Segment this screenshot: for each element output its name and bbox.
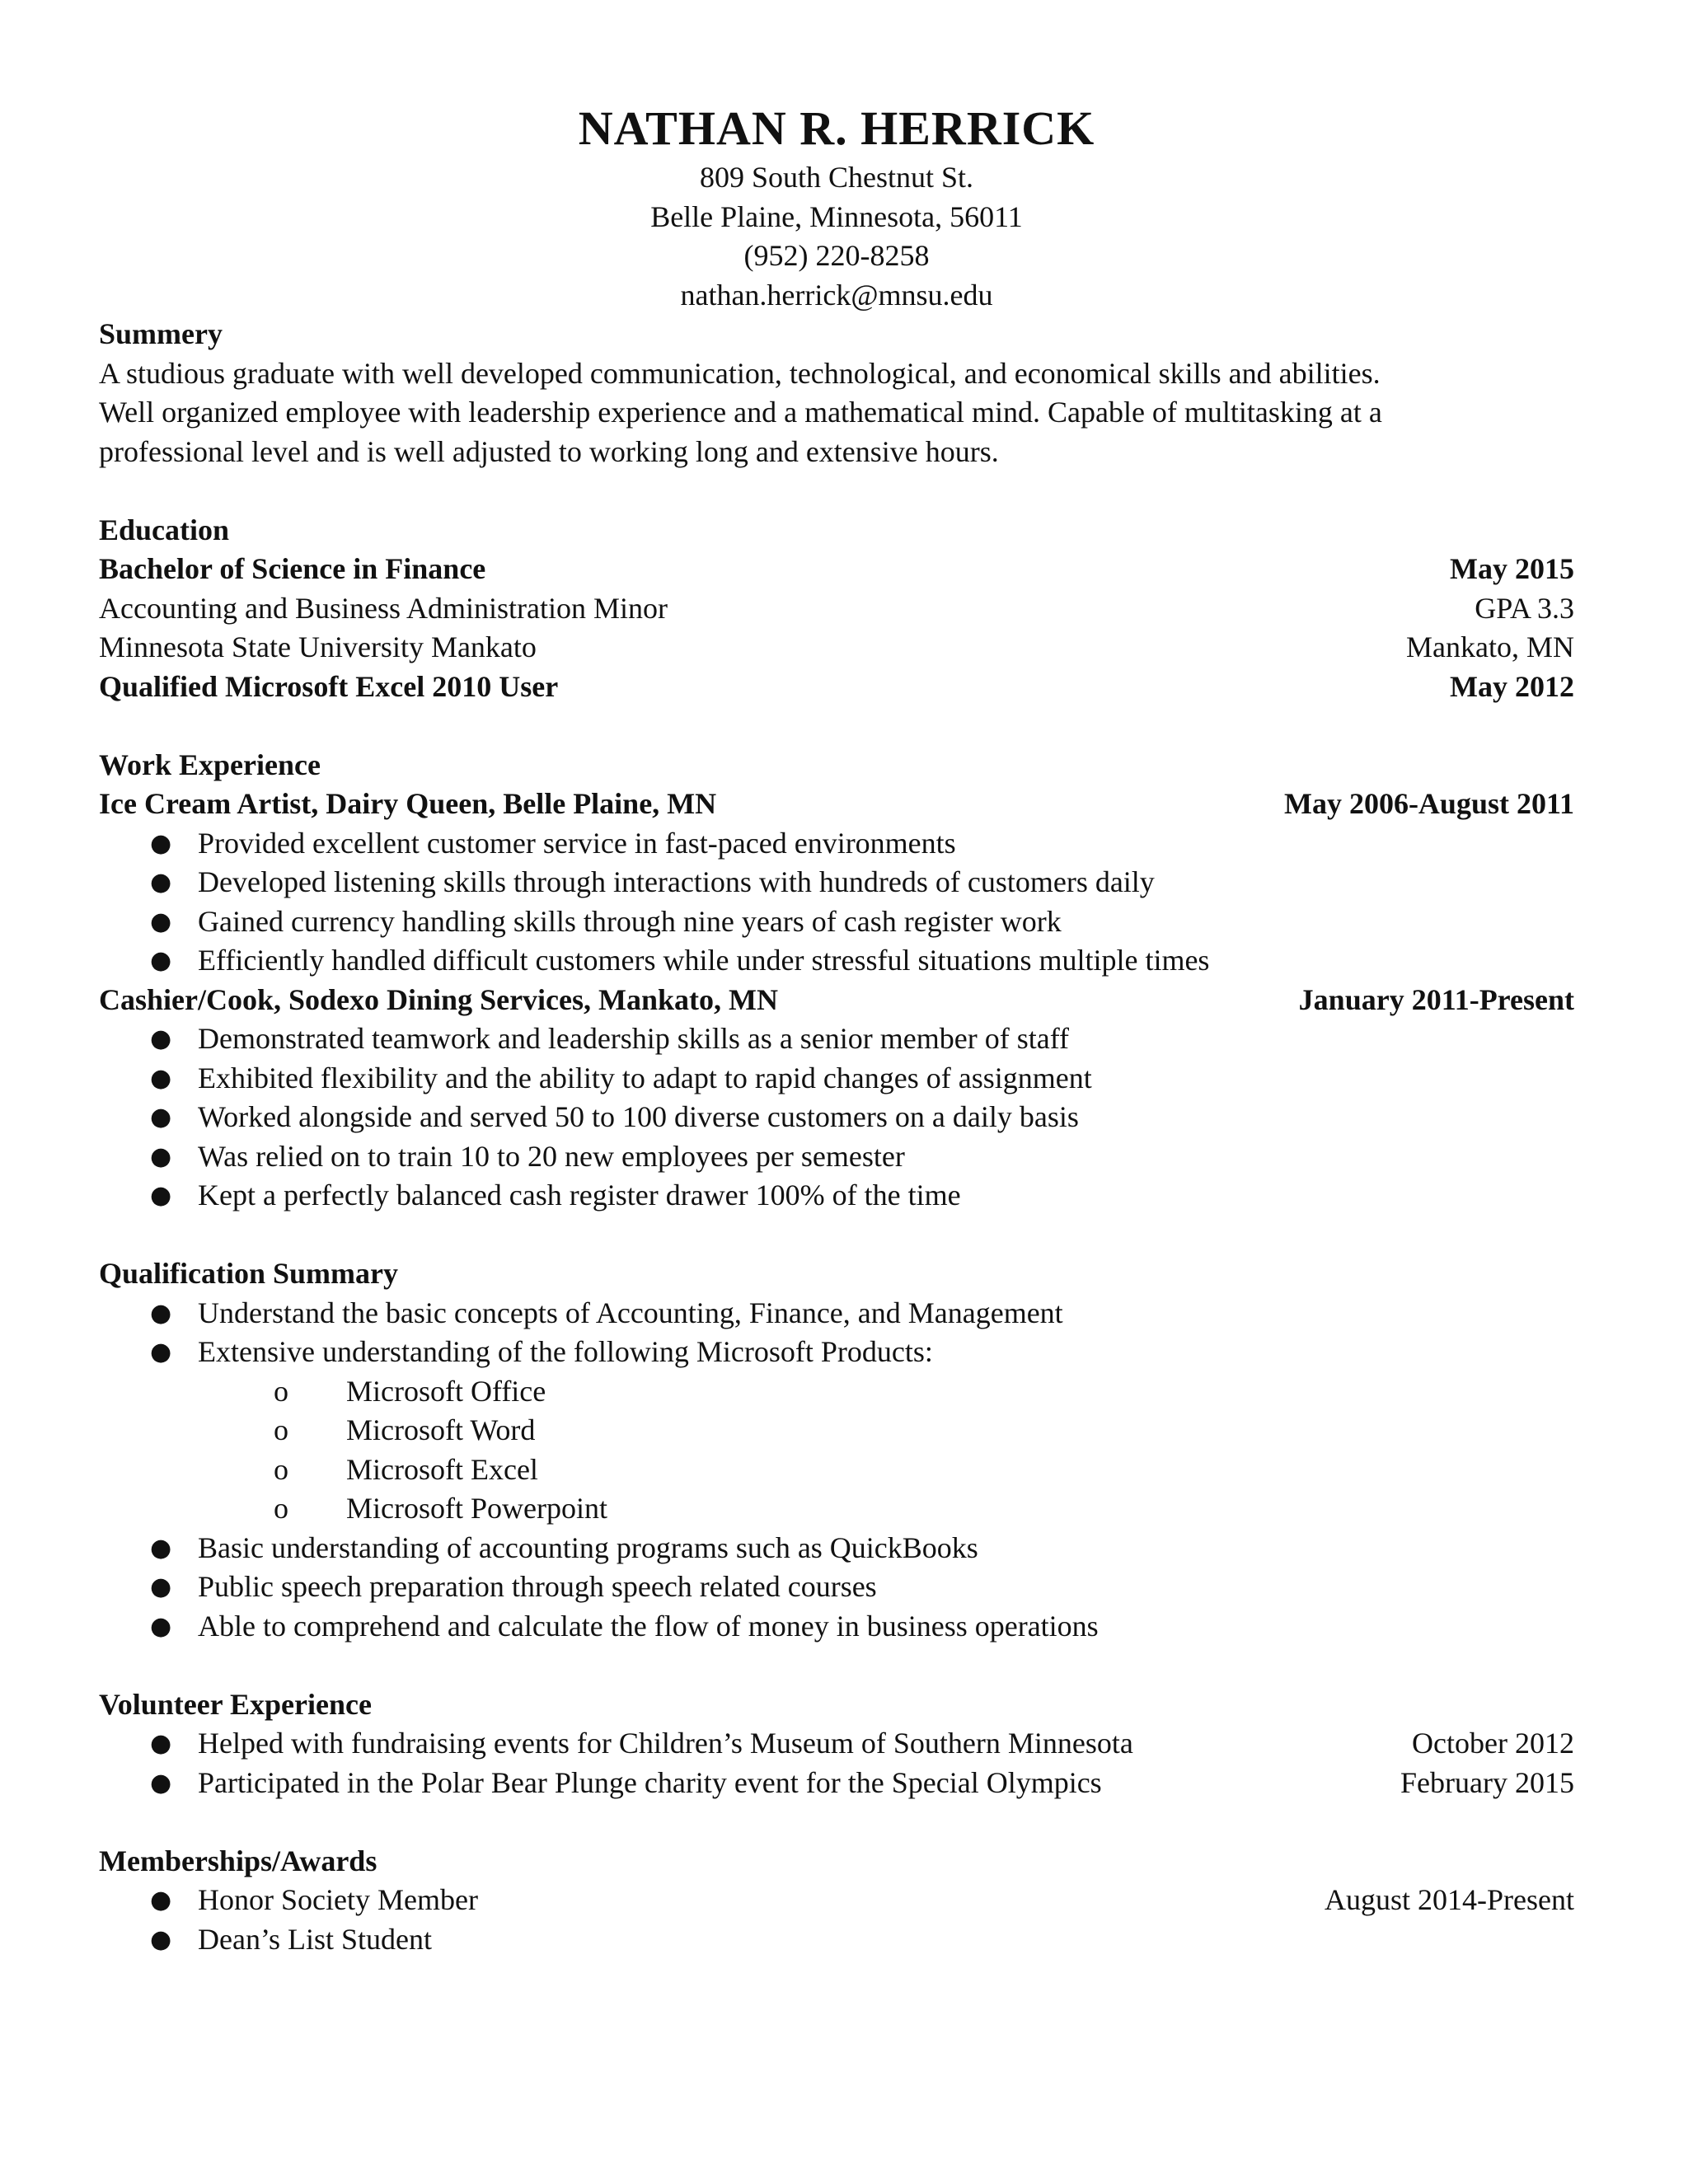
work-experience-section xyxy=(99,746,1574,1216)
bullet-text: Basic understanding of accounting programs such as QuickBooks xyxy=(198,1530,978,1564)
job-dates: January 2011-Present xyxy=(1298,982,1574,1016)
list-item xyxy=(99,1764,1574,1803)
city-state-zip: Belle Plaine, Minnesota, 56011 xyxy=(650,199,1023,233)
section-heading-memberships: Memberships/Awards xyxy=(99,1844,377,1877)
section-heading-volunteer: Volunteer Experience xyxy=(99,1687,372,1721)
item-date: August 2014-Present xyxy=(1325,1883,1574,1916)
education-row xyxy=(99,550,1574,589)
bullet-icon: ● xyxy=(150,1611,172,1641)
education-row xyxy=(99,628,1574,668)
bullet-icon: ● xyxy=(150,1768,172,1797)
list-item xyxy=(99,1920,1574,1960)
job-dates: May 2006-August 2011 xyxy=(1283,787,1574,820)
bullet-icon: ● xyxy=(150,1141,172,1171)
item-date: February 2015 xyxy=(1400,1765,1574,1799)
sub-item-text: Microsoft Excel xyxy=(346,1452,538,1486)
list-item xyxy=(99,1333,1574,1372)
sub-item-text: Microsoft Word xyxy=(346,1413,536,1446)
job-title: Cashier/Cook, Sodexo Dining Services, Mankato, MN xyxy=(99,982,779,1016)
bullet-text: Developed listening skills through interactions with hundreds of customers daily xyxy=(198,865,1155,898)
bullet-icon: ● xyxy=(150,828,172,858)
bullet-icon: ● xyxy=(150,1886,172,1915)
memberships-bullet-list xyxy=(99,1881,1574,1959)
bullet-icon: ● xyxy=(150,1298,172,1328)
job-bullet-list xyxy=(99,1019,1574,1216)
sub-item-text: Microsoft Office xyxy=(346,1374,546,1408)
bullet-text: Provided excellent customer service in fast-paced environments xyxy=(198,826,956,860)
list-item xyxy=(99,824,1574,864)
list-item xyxy=(99,1724,1574,1764)
section-heading-qualifications: Qualification Summary xyxy=(99,1257,399,1290)
volunteer-bullet-list xyxy=(99,1724,1574,1802)
bullet-text: Worked alongside and served 50 to 100 diverse customers on a daily basis xyxy=(198,1100,1079,1133)
list-item xyxy=(99,1568,1574,1607)
certification-date: May 2012 xyxy=(1450,669,1574,703)
sub-bullet-icon: o xyxy=(274,1374,288,1408)
spacer xyxy=(99,1802,1574,1842)
degree-date: May 2015 xyxy=(1450,552,1574,585)
bullet-text: Kept a perfectly balanced cash register drawer 100% of the time xyxy=(198,1179,961,1212)
summary-line-1: A studious graduate with well developed communication, technological, and economical skills and abilities. xyxy=(99,356,1381,390)
bullet-icon: ● xyxy=(150,1063,172,1093)
bullet-text: Efficiently handled difficult customers while under stressful situations multiple times xyxy=(198,944,1210,977)
phone-number: (952) 220-8258 xyxy=(743,239,930,272)
certification-title: Qualified Microsoft Excel 2010 User xyxy=(99,669,559,703)
bullet-text: Demonstrated teamwork and leadership skills as a senior member of staff xyxy=(198,1022,1070,1055)
university-name: Minnesota State University Mankato xyxy=(99,630,537,663)
memberships-awards-section xyxy=(99,1842,1574,1960)
volunteer-experience-section xyxy=(99,1685,1574,1803)
list-item xyxy=(99,1411,1574,1451)
section-heading-education: Education xyxy=(99,513,230,546)
bullet-text: Extensive understanding of the following Microsoft Products: xyxy=(198,1335,933,1368)
bullet-icon: ● xyxy=(150,1181,172,1210)
bullet-icon: ● xyxy=(150,907,172,936)
bullet-icon: ● xyxy=(150,946,172,975)
sub-bullet-icon: o xyxy=(274,1452,288,1486)
degree-title: Bachelor of Science in Finance xyxy=(99,552,486,585)
resume-page xyxy=(99,99,1574,1959)
bullet-text: Honor Society Member xyxy=(198,1883,478,1916)
sub-item-text: Microsoft Powerpoint xyxy=(346,1492,607,1525)
education-row xyxy=(99,668,1574,707)
education-section xyxy=(99,511,1574,707)
sub-bullet-icon: o xyxy=(274,1413,288,1446)
list-item xyxy=(99,1529,1574,1568)
bullet-text: Gained currency handling skills through nine years of cash register work xyxy=(198,904,1062,938)
list-item xyxy=(99,1176,1574,1216)
list-item xyxy=(99,902,1574,942)
bullet-icon: ● xyxy=(150,868,172,897)
minor-title: Accounting and Business Administration Minor xyxy=(99,591,668,625)
summary-line-2: Well organized employee with leadership experience and a mathematical mind. Capable of multitasking at a xyxy=(99,396,1382,429)
bullet-text: Participated in the Polar Bear Plunge charity event for the Special Olympics xyxy=(198,1765,1102,1799)
list-item xyxy=(99,1019,1574,1059)
bullet-icon: ● xyxy=(150,1729,172,1758)
bullet-icon: ● xyxy=(150,1103,172,1132)
bullet-icon: ● xyxy=(150,1533,172,1563)
bullet-text: Understand the basic concepts of Accounting, Finance, and Management xyxy=(198,1296,1063,1329)
gpa-value: GPA 3.3 xyxy=(1475,591,1574,625)
list-item xyxy=(99,1098,1574,1137)
summary-section xyxy=(99,315,1574,471)
bullet-icon: ● xyxy=(150,1024,172,1053)
resume-header xyxy=(99,99,1574,315)
list-item xyxy=(99,1372,1574,1412)
sub-bullet-icon: o xyxy=(274,1492,288,1525)
qualification-summary-section xyxy=(99,1254,1574,1646)
list-item xyxy=(99,1489,1574,1529)
summary-line-3: professional level and is well adjusted to working long and extensive hours. xyxy=(99,434,999,468)
bullet-text: Dean’s List Student xyxy=(198,1922,432,1956)
bullet-icon: ● xyxy=(150,1338,172,1366)
education-row xyxy=(99,589,1574,629)
bullet-text: Public speech preparation through speech related courses xyxy=(198,1570,877,1603)
job-header xyxy=(99,785,1574,824)
bullet-text: Able to comprehend and calculate the flow of money in business operations xyxy=(198,1609,1099,1643)
bullet-icon: ● xyxy=(150,1924,172,1954)
email-address: nathan.herrick@mnsu.edu xyxy=(680,278,993,312)
job-title: Ice Cream Artist, Dairy Queen, Belle Plaine, MN xyxy=(99,787,717,820)
list-item xyxy=(99,863,1574,902)
street-address: 809 South Chestnut St. xyxy=(699,161,974,194)
bullet-text: Exhibited flexibility and the ability to adapt to rapid changes of assignment xyxy=(198,1061,1092,1094)
candidate-name: NATHAN R. HERRICK xyxy=(578,101,1095,155)
spacer xyxy=(99,1646,1574,1685)
list-item xyxy=(99,1137,1574,1177)
bullet-icon: ● xyxy=(150,1572,172,1601)
spacer xyxy=(99,706,1574,746)
qualification-bullet-list xyxy=(99,1294,1574,1372)
list-item xyxy=(99,1607,1574,1647)
bullet-text: Was relied on to train 10 to 20 new employees per semester xyxy=(198,1139,905,1173)
list-item xyxy=(99,1294,1574,1333)
section-heading-work-experience: Work Experience xyxy=(99,748,321,781)
microsoft-products-list xyxy=(99,1372,1574,1529)
section-heading-summary: Summery xyxy=(99,317,223,350)
spacer xyxy=(99,471,1574,511)
spacer xyxy=(99,1216,1574,1255)
university-location: Mankato, MN xyxy=(1406,630,1574,663)
item-date: October 2012 xyxy=(1412,1727,1574,1760)
job-header xyxy=(99,981,1574,1020)
job-bullet-list xyxy=(99,824,1574,981)
list-item xyxy=(99,1059,1574,1099)
list-item xyxy=(99,1881,1574,1920)
bullet-text: Helped with fundraising events for Children’s Museum of Southern Minnesota xyxy=(198,1727,1133,1760)
qualification-bullet-list xyxy=(99,1529,1574,1647)
list-item xyxy=(99,1451,1574,1490)
list-item xyxy=(99,941,1574,981)
